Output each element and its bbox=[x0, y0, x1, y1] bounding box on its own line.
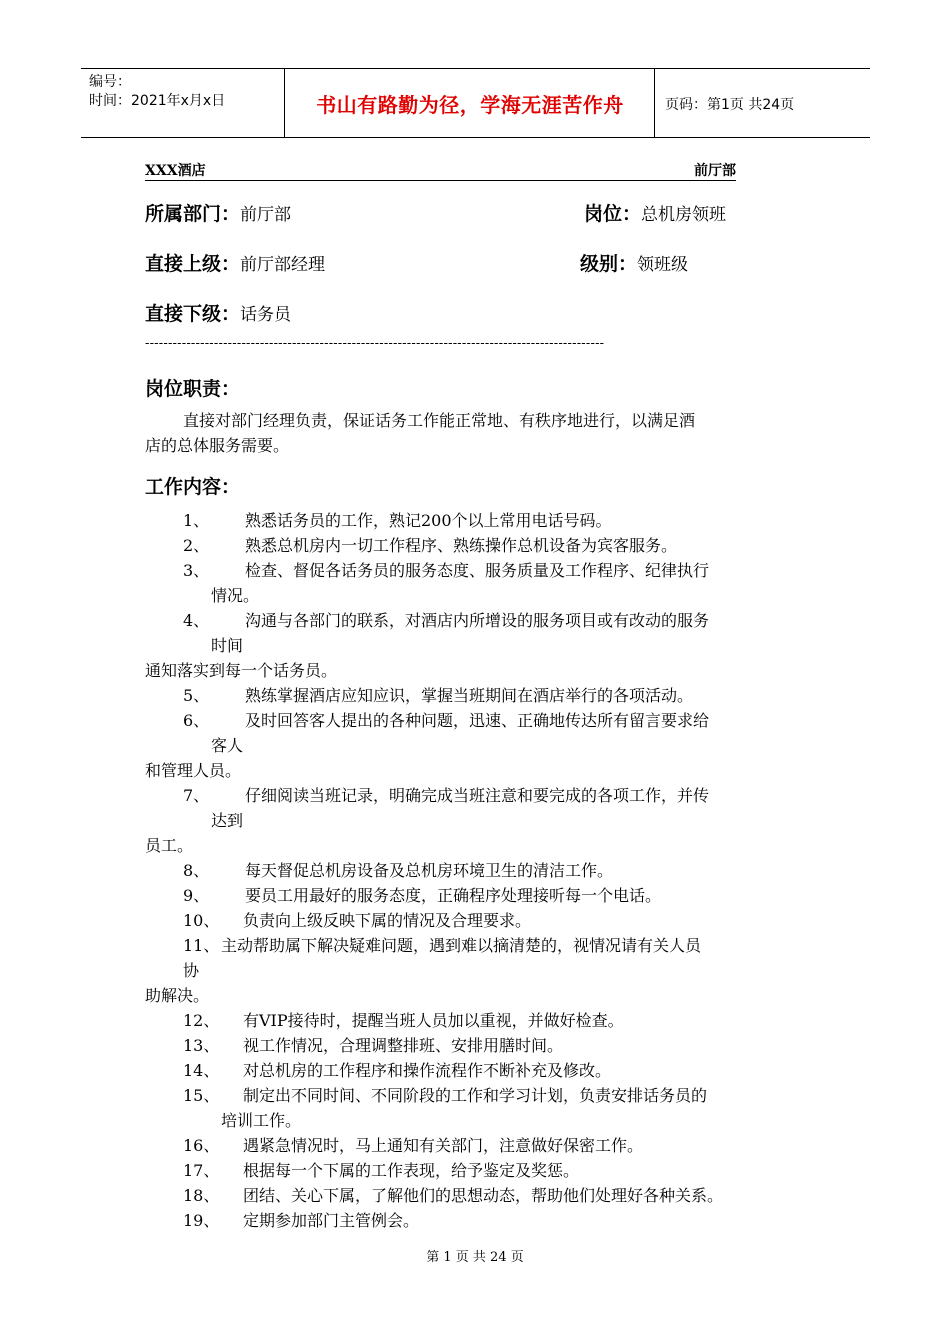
item-number: 10、 bbox=[183, 911, 220, 930]
item-text: 根据每一个下属的工作表现，给予鉴定及奖惩。 bbox=[243, 1161, 580, 1180]
level-value: 领班级 bbox=[637, 255, 689, 275]
item-text: 视工作情况，合理调整排班、安排用膳时间。 bbox=[243, 1036, 564, 1055]
item-number: 17、 bbox=[183, 1161, 220, 1180]
level-label: 级别： bbox=[580, 253, 638, 275]
superior-label: 直接上级： bbox=[145, 253, 241, 275]
item-number: 11、 bbox=[183, 936, 220, 955]
list-item bbox=[145, 1133, 815, 1158]
item-number: 7、 bbox=[183, 786, 210, 805]
dept-label: 所属部门： bbox=[145, 203, 241, 225]
superior-value: 前厅部经理 bbox=[240, 255, 326, 275]
list-item bbox=[145, 708, 815, 758]
item-number: 1、 bbox=[183, 511, 210, 530]
item-number: 12、 bbox=[183, 1011, 220, 1030]
list-item bbox=[145, 1158, 815, 1183]
list-item bbox=[145, 858, 815, 883]
item-text: 团结、关心下属，了解他们的思想动态，帮助他们处理好各种关系。 bbox=[243, 1186, 724, 1205]
item-number: 15、 bbox=[183, 1086, 220, 1105]
time-label: 时间：2021年x月x日 bbox=[89, 93, 226, 109]
duty-line: 店的总体服务需要。 bbox=[145, 436, 290, 455]
item-text-wrap: 达到 bbox=[211, 811, 244, 830]
list-item bbox=[145, 1058, 815, 1083]
field-superior bbox=[145, 249, 325, 276]
post-label: 岗位： bbox=[584, 203, 642, 225]
field-department bbox=[145, 199, 291, 226]
hotel-name: XXX酒店 bbox=[145, 163, 206, 179]
item-text: 遇紧急情况时，马上通知有关部门，注意做好保密工作。 bbox=[243, 1136, 644, 1155]
item-number: 4、 bbox=[183, 611, 210, 630]
list-item bbox=[145, 1033, 815, 1058]
list-item bbox=[145, 1083, 815, 1133]
item-number: 3、 bbox=[183, 561, 210, 580]
list-item bbox=[145, 533, 815, 558]
list-item bbox=[145, 558, 815, 608]
item-text: 定期参加部门主管例会。 bbox=[243, 1211, 420, 1230]
list-item bbox=[145, 1008, 815, 1033]
item-text: 有VIP接待时，提醒当班人员加以重视，并做好检查。 bbox=[243, 1011, 624, 1030]
duty-title: 岗位职责： bbox=[145, 378, 241, 400]
field-post bbox=[584, 199, 726, 226]
list-item bbox=[145, 1208, 815, 1233]
post-value: 总机房领班 bbox=[641, 205, 727, 225]
list-item bbox=[145, 908, 815, 933]
item-continuation: 和管理人员。 bbox=[145, 761, 242, 780]
item-text: 及时回答客人提出的各种问题，迅速、正确地传达所有留言要求给 bbox=[245, 711, 710, 730]
list-item bbox=[145, 508, 815, 533]
header-info bbox=[89, 73, 225, 111]
duty-paragraph bbox=[145, 408, 810, 458]
dashed-divider: ---------------------------------------------------------------------------------------------------- bbox=[145, 336, 605, 351]
item-number: 9、 bbox=[183, 886, 210, 905]
item-number: 16、 bbox=[183, 1136, 220, 1155]
duty-line: 直接对部门经理负责，保证话务工作能正常地、有秩序地进行，以满足酒 bbox=[183, 411, 696, 430]
item-text: 沟通与各部门的联系，对酒店内所增设的服务项目或有改动的服务 bbox=[245, 611, 710, 630]
item-continuation: 员工。 bbox=[145, 836, 194, 855]
item-text: 每天督促总机房设备及总机房环境卫生的清洁工作。 bbox=[245, 861, 614, 880]
sub-header bbox=[145, 160, 736, 181]
item-text: 负责向上级反映下属的情况及合理要求。 bbox=[243, 911, 532, 930]
item-text: 检查、督促各话务员的服务态度、服务质量及工作程序、纪律执行 bbox=[245, 561, 710, 580]
item-number: 2、 bbox=[183, 536, 210, 555]
dept-value: 前厅部 bbox=[240, 205, 292, 225]
field-level bbox=[580, 249, 688, 276]
item-text: 仔细阅读当班记录，明确完成当班注意和要完成的各项工作，并传 bbox=[245, 786, 710, 805]
item-number: 18、 bbox=[183, 1186, 220, 1205]
list-item bbox=[145, 608, 815, 658]
item-text-wrap: 情况。 bbox=[211, 586, 260, 605]
field-subordinate bbox=[145, 299, 291, 326]
item-number: 13、 bbox=[183, 1036, 220, 1055]
item-text: 主动帮助属下解决疑难问题，遇到难以摘清楚的，视情况请有关人员 bbox=[221, 936, 702, 955]
list-item bbox=[145, 1183, 815, 1208]
item-text: 对总机房的工作程序和操作流程作不断补充及修改。 bbox=[243, 1061, 612, 1080]
item-text: 熟悉总机房内一切工作程序、熟练操作总机设备为宾客服务。 bbox=[245, 536, 678, 555]
item-number: 6、 bbox=[183, 711, 210, 730]
item-text-wrap: 协 bbox=[183, 961, 200, 980]
list-item bbox=[145, 683, 815, 708]
work-list bbox=[145, 508, 815, 1233]
header-table bbox=[81, 68, 870, 138]
department-name: 前厅部 bbox=[694, 163, 736, 179]
item-continuation: 通知落实到每一个话务员。 bbox=[145, 661, 338, 680]
code-label: 编号： bbox=[89, 74, 131, 90]
item-text: 制定出不同时间、不同阶段的工作和学习计划，负责安排话务员的 bbox=[243, 1086, 708, 1105]
item-number: 14、 bbox=[183, 1061, 220, 1080]
subordinate-value: 话务员 bbox=[240, 305, 292, 325]
item-text-wrap: 客人 bbox=[211, 736, 244, 755]
subordinate-label: 直接下级： bbox=[145, 303, 241, 325]
list-item bbox=[145, 883, 815, 908]
work-title: 工作内容： bbox=[145, 476, 241, 498]
item-number: 19、 bbox=[183, 1211, 220, 1230]
list-item bbox=[145, 933, 815, 983]
item-number: 5、 bbox=[183, 686, 210, 705]
list-item bbox=[145, 783, 815, 833]
item-text-wrap: 培训工作。 bbox=[221, 1111, 302, 1130]
item-continuation: 助解决。 bbox=[145, 986, 210, 1005]
item-text: 熟练掌握酒店应知应识，掌握当班期间在酒店举行的各项活动。 bbox=[245, 686, 694, 705]
item-text-wrap: 时间 bbox=[211, 636, 244, 655]
header-motto: 书山有路勤为径，学海无涯苦作舟 bbox=[316, 93, 624, 117]
page-footer: 第 1 页 共 24 页 bbox=[426, 1250, 524, 1265]
header-page-number: 页码：第1页 共24页 bbox=[665, 97, 795, 113]
item-number: 8、 bbox=[183, 861, 210, 880]
item-text: 要员工用最好的服务态度，正确程序处理接听每一个电话。 bbox=[245, 886, 662, 905]
item-text: 熟悉话务员的工作，熟记200个以上常用电话号码。 bbox=[245, 511, 612, 530]
